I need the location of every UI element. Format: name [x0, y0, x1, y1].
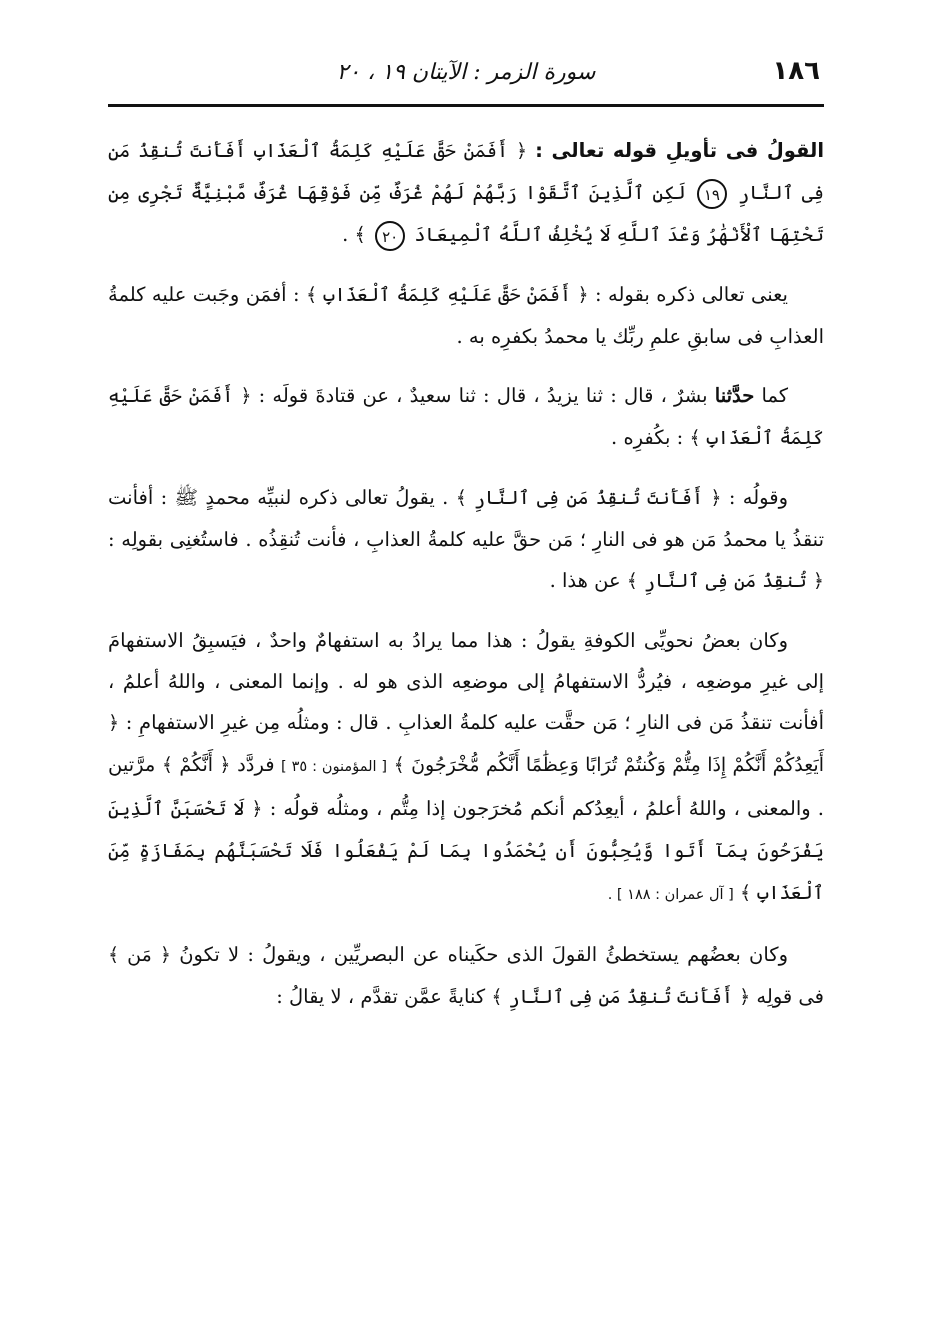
quran-quote: ﴿ تُنقِذُ مَن فِى ٱلنَّارِ ﴾ — [626, 570, 824, 592]
paragraph — [108, 274, 824, 357]
running-title: سورة الزمر : الآيتان ١٩ ، ٢٠ — [336, 60, 596, 85]
text-run: وكان بعضُهم يستخطئُ القولَ الذى حكَيناه عن البصريِّين ، ويقولُ : لا تكونُ — [179, 943, 788, 966]
text-run: كما — [761, 384, 789, 407]
text-run: : أفمَن وجَبت عليه كلمةُ العذابِ فى سابقِ علمِ ربِّك يا محمدُ بكفرِه به . — [108, 283, 824, 348]
text-run: : بكُفرِه . — [611, 426, 684, 449]
text-run: كنايةً عمَّن تقدَّم ، لا يقالُ : — [276, 985, 486, 1008]
ayah-number-marker: ١٩ — [697, 179, 727, 209]
verse-reference: [ المؤمنون : ٣٥ ] — [281, 759, 388, 775]
paragraph — [108, 620, 824, 916]
text-run: عن هذا . — [549, 569, 621, 592]
verse-close: ﴾ . — [342, 223, 366, 246]
quran-quote: ﴿ لَا تَحْسَبَنَّ ٱلَّذِينَ يَفْرَحُونَ بِمَآ أَتَوا وَّيُحِبُّونَ أَن يُحْمَدُوا بِمَا لَمْ يَفْعَلُوا فَلَا تَحْسَبَنَّهُم بِمَفَازَةٍ مِّنَ ٱلْعَذَابِ ﴾ — [108, 798, 824, 904]
text-run: وقولُه : — [728, 486, 788, 509]
quran-quote: ﴿ مَن ﴾ — [108, 944, 171, 966]
page-number: ١٨٦ — [772, 56, 820, 86]
text-run: . يقولُ تعالى ذكره لنبيِّه محمدٍ ﷺ : أفأنت تنقذُ يا محمدُ مَن هو فى النارِ ؛ مَن حقَّ عليه كلمةُ العذابِ ، فأنت تُنقِذُه . فاستُغنِى بقولِه : — [108, 486, 824, 551]
header-rule — [108, 104, 824, 107]
verse-reference: [ آل عمران : ١٨٨ ] . — [607, 887, 734, 903]
quran-quote: ﴿ أَيَعِدُكُمْ أَنَّكُمْ إِذَا مِتُّمْ وَكُنتُمْ تُرَابًا وَعِظَٰمًا أَنَّكُم مُّخْرَجُونَ ﴾ — [108, 712, 825, 776]
text-run: فى قولِه — [756, 985, 824, 1008]
quran-verse: لَكِنِ ٱلَّذِينَ ٱتَّقَوْا رَبَّهُمْ لَهُمْ غُرَفٌ مِّن فَوْقِهَا غُرَفٌ مَّبْنِيَّةٌ تَجْرِى مِن تَحْتِهَا ٱلْأَنْهَٰرُ وَعْدَ ٱللَّهِ لَا يُخْلِفُ ٱللَّهُ ٱلْمِيعَادَ — [108, 182, 824, 246]
quran-quote: ﴿ أَفَأَنتَ تُنقِذُ مَن فِى ٱلنَّارِ ﴾ — [491, 986, 751, 1008]
paragraph — [108, 375, 824, 459]
text-run: وكان بعضُ نحويِّى الكوفةِ يقولُ : هذا مما يرادُ به استفهامٌ واحدٌ ، فيَسبِقُ الاستفهامَ إلى غيرِ موضعِه ، فيُردُّ الاستفهامُ إلى موضعِه الذى هو له . وإنما المعنى ، واللهُ أعلمُ ، أفأنت تنقذُ مَن فى النارِ ؛ مَن حقَّت عليه كلمةُ العذابِ . قال : ومثلُه مِن غيرِ الاستفهامِ : — [108, 629, 824, 734]
main-text — [108, 130, 824, 1036]
page-header — [108, 52, 824, 96]
ayah-number-marker: ٢٠ — [375, 221, 405, 251]
text-run: فردَّد — [237, 753, 275, 776]
text-run: بشرٌ ، قال : ثنا يزيدُ ، قال : ثنا سعيدٌ ، عن قتادةَ قولَه : — [258, 384, 708, 407]
quran-quote: ﴿ أَنَّكُمْ ﴾ — [161, 754, 231, 776]
paragraph — [108, 477, 824, 602]
text-run: مرَّتين . والمعنى ، واللهُ أعلمُ ، أيعِدُكم أنكم مُخرَجون إذا مِتُّم ، ومثلُه قولُه : — [108, 753, 825, 820]
text-run: يعنى تعالى ذكره بقوله : — [595, 283, 788, 306]
quran-quote: ﴿ أَفَمَنْ حَقَّ عَلَيْهِ كَلِمَةُ ٱلْعَذَابِ ﴾ — [306, 284, 589, 306]
paragraph-verse-heading — [108, 130, 824, 256]
paragraph — [108, 934, 824, 1018]
quran-quote: ﴿ أَفَمَنْ حَقَّ عَلَيْهِ كَلِمَةُ ٱلْعَذَابِ ﴾ — [108, 385, 824, 449]
narration-keyword: حدَّثنا — [714, 384, 755, 407]
quran-quote: ﴿ أَفَأَنتَ تُنقِذُ مَن فِى ٱلنَّارِ ﴾ — [455, 487, 722, 509]
section-heading: القولُ فى تأويلِ قوله تعالى : — [535, 139, 825, 162]
quran-verse: ﴿ أَفَمَنْ حَقَّ عَلَيْهِ كَلِمَةُ ٱلْعَذَابِ أَفَأَنتَ تُنقِذُ مَن فِى ٱلنَّارِ — [108, 140, 824, 204]
